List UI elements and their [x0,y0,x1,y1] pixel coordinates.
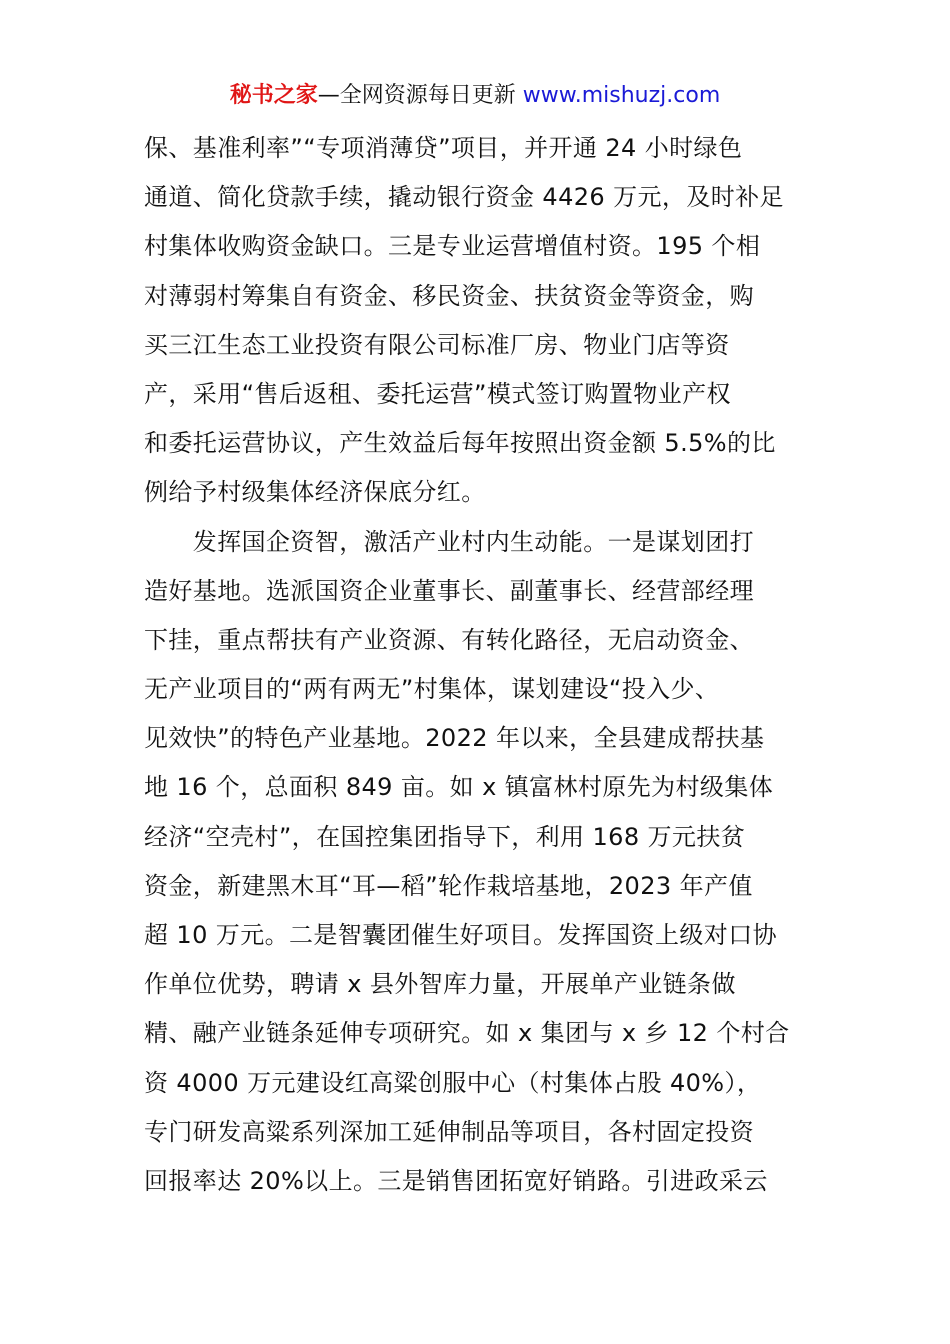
text-line: 精、融产业链条延伸专项研究。如 x 集团与 x 乡 12 个村合 [144,1019,790,1048]
text-line: 见效快”的特色产业基地。2022 年以来，全县建成帮扶基 [144,724,765,753]
text-line: 资金，新建黑木耳“耳—稻”轮作栽培基地，2023 年产值 [144,871,753,900]
text-line: 专门研发高粱系列深加工延伸制品等项目，各村固定投资 [144,1117,754,1146]
body-text [144,124,812,1206]
text-line: 下挂，重点帮扶有产业资源、有转化路径，无启动资金、 [144,625,754,654]
text-line: 作单位优势，聘请 x 县外智库力量，开展单产业链条做 [144,970,736,999]
text-line: 通道、简化贷款手续，撬动银行资金 4426 万元，及时补足 [144,183,784,212]
text-line: 回报率达 20%以上。三是销售团拓宽好销路。引进政采云 [144,1166,768,1195]
text-line: 超 10 万元。二是智囊团催生好项目。发挥国资上级对口协 [144,921,777,949]
text-line: 造好基地。选派国资企业董事长、副董事长、经营部经理 [144,576,754,605]
page-header [0,78,950,114]
text-line: 保、基准利率”“专项消薄贷”项目，并开通 24 小时绿色 [144,134,743,162]
website-link[interactable]: www.mishuzj.com [522,83,721,108]
text-line: 产，采用“售后返租、委托运营”模式签订购置物业产权 [144,379,731,408]
text-line: 和委托运营协议，产生效益后每年按照出资金额 5.5%的比 [144,429,776,458]
text-line: 对薄弱村筹集自有资金、移民资金、扶贫资金等资金，购 [144,281,754,310]
text-line: 买三江生态工业投资有限公司标准厂房、物业门店等资 [144,330,730,359]
text-line: 发挥国企资智，激活产业村内生动能。一是谋划团打 [144,527,754,556]
brand-name: 秘书之家 [229,83,318,108]
text-line: 村集体收购资金缺口。三是专业运营增值村资。195 个相 [144,232,761,261]
text-line: 例给予村级集体经济保底分红。 [144,478,486,507]
text-line: 经济“空壳村”，在国控集团指导下，利用 168 万元扶贫 [144,822,746,851]
text-line: 无产业项目的“两有两无”村集体，谋划建设“投入少、 [144,675,720,704]
text-line: 地 16 个，总面积 849 亩。如 x 镇富林村原先为村级集体 [144,773,774,802]
header-tagline: —全网资源每日更新 [317,83,523,108]
text-line: 资 4000 万元建设红高粱创服中心（村集体占股 40%）， [144,1068,762,1097]
